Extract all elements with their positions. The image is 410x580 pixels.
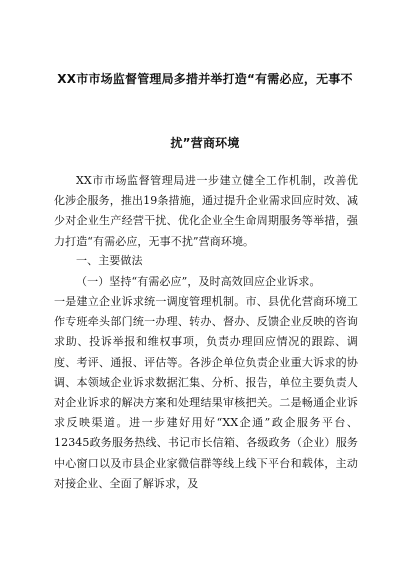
subsection-heading: （一）坚持“有需必应”，及时高效回应企业诉求。 bbox=[76, 275, 321, 288]
document-title-line-1: XX市市场监督管理局多措并举打造“有需必应，无事不 bbox=[57, 72, 353, 86]
document-title-line-2: 扰”营商环境 bbox=[170, 136, 240, 150]
section-heading: 一、主要做法 bbox=[76, 254, 143, 267]
intro-paragraph: XX市市场监督管理局进一步建立健全工作机制，改善优化涉企服务，推出19条措施，通过提升企业需求回应时效、减少对企业生产经营干扰、优化企业全生命周期服务等举措，强力打造“有需必应，无事不扰”营商环境。 bbox=[54, 174, 358, 248]
body-paragraph: 一是建立企业诉求统一调度管理机制。市、县优化营商环境工作专班牵头部门统一办理、转办、督办、反馈企业反映的咨询求助、投诉举报和维权事项，负责办理回应情况的跟踪、调度、考评、通报、评估等。各涉企单位负责企业重大诉求的协调、本领域企业诉求数据汇集、分析、报告，单位主要负责人对企业诉求的解决方案和处理结果审核把关。二是畅通企业诉求反映渠道。进一步建好用好“XX企通”政企服务平台、12345政务服务热线、书记市长信箱、各级政务（企业）服务中心窗口以及市县企业家微信群等线上线下平台和载体，主动对接企业、全面了解诉求，及 bbox=[54, 295, 358, 490]
